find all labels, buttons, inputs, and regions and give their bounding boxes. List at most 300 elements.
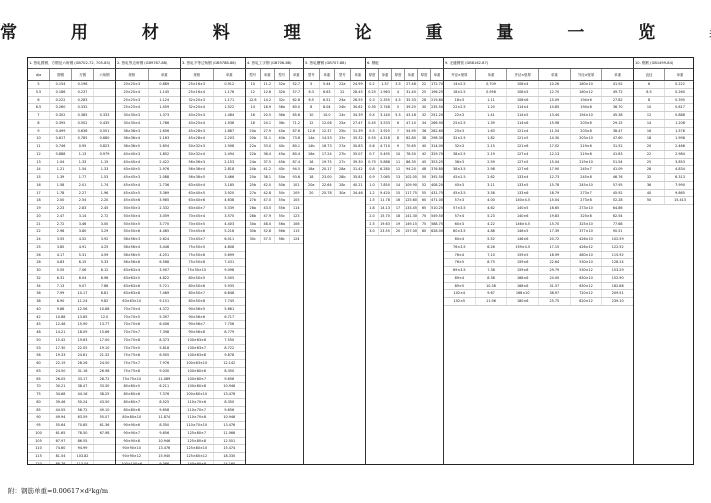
table-cell: 10.946: [223, 384, 236, 389]
column-header: 单重: [476, 69, 508, 80]
table-row: [246, 97, 303, 105]
table-cell: 102×4: [444, 290, 476, 297]
table-cell: 9.67: [476, 290, 508, 297]
table-cell: 2.72: [50, 221, 72, 228]
table-cell: [94, 97, 115, 104]
table-cell: 2.47: [50, 213, 72, 220]
table-cell: 10: [304, 112, 320, 119]
table-cell: 32b: [275, 89, 290, 96]
table-cell: 14: [28, 166, 50, 173]
table-cell: 1.176: [224, 89, 235, 94]
table-cell: 75: [418, 221, 431, 228]
table-cell: 0.4: [366, 112, 379, 119]
table-cell: 22×2.5: [444, 104, 476, 111]
table-cell: 9.07: [72, 283, 94, 290]
table-row: [444, 259, 633, 267]
table-cell: 203×10: [571, 135, 603, 142]
table-cell: 56×56×8: [116, 259, 149, 266]
table-cell: 0.260: [50, 104, 72, 111]
table-cell: 19: [28, 205, 50, 212]
table-cell: 62.80: [405, 135, 418, 142]
table-cell: 38×2.5: [444, 151, 476, 158]
table-cell: [94, 438, 115, 445]
table-cell: 102×5: [444, 298, 476, 305]
table-cell: 19.63: [72, 337, 94, 344]
table-cell: 20.5: [261, 112, 276, 119]
column-headers: [181, 69, 245, 81]
table-cell: 25: [418, 89, 431, 96]
column-header: 单重: [433, 73, 441, 77]
table-cell: [94, 453, 115, 460]
table-cell: 23.00: [320, 174, 336, 181]
table-cell: 80×80×8: [116, 407, 149, 414]
table-cell: 9.420: [379, 190, 392, 197]
table-cell: [94, 81, 115, 88]
table-cell: 63.59: [72, 414, 94, 421]
table-cell: 5.23: [476, 213, 508, 220]
table-cell: 4.465: [159, 229, 170, 234]
table-cell: 38: [418, 135, 431, 142]
table-cell: 194×10: [571, 112, 603, 119]
table-cell: 70: [28, 383, 50, 390]
table-row: [304, 143, 365, 151]
column-header: 单重: [676, 73, 684, 77]
table-cell: 13.476: [158, 446, 171, 451]
table-row: [116, 430, 180, 438]
table-cell: 6: [28, 97, 50, 104]
table-cell: 0.222: [50, 97, 72, 104]
table-cell: 55a: [275, 197, 290, 204]
table-cell: 40: [418, 143, 431, 150]
table-cell: 52.8: [261, 228, 276, 235]
table-cell: 90.51: [612, 229, 623, 234]
table-cell: 1.0: [366, 182, 379, 189]
table-cell: 50×50×3: [116, 205, 149, 212]
table-cell: 80×80×10: [116, 414, 149, 421]
table-cell: 41.09: [612, 167, 623, 172]
table-cell: 78.50: [72, 430, 94, 437]
table-row: [116, 438, 180, 446]
table-row: [444, 159, 633, 167]
table-cell: 36×36×5: [116, 143, 149, 150]
table-cell: 11.96: [476, 298, 508, 305]
table-cell: 10.85: [539, 104, 571, 111]
table-cell: 15.04: [539, 159, 571, 166]
table-cell: 90×56×5: [181, 306, 214, 313]
table-cell: 720×12: [571, 290, 603, 297]
table-cell: 25×16×4: [181, 89, 214, 96]
table-cell: 22: [28, 228, 50, 235]
table-cell: 27c: [335, 159, 351, 166]
table-cell: 21.32: [99, 353, 110, 358]
table-row: [444, 81, 633, 89]
table-cell: 40×40×5: [116, 166, 149, 173]
table-cell: 78.50: [405, 151, 418, 158]
table-cell: 52.28: [612, 198, 623, 203]
table-row: [116, 259, 180, 267]
table-cell: 4.00: [476, 197, 508, 204]
table-cell: 25×2.5: [444, 120, 476, 127]
table-cell: 85: [28, 407, 50, 414]
table-cell: 2.0: [366, 213, 379, 220]
table-row: [304, 112, 365, 120]
table-cell: 16a: [304, 151, 320, 158]
table-cell: 4.251: [159, 252, 170, 257]
table-cell: 14b: [304, 143, 320, 150]
table-cell: 17: [28, 190, 50, 197]
table-cell: 45c: [275, 166, 290, 173]
table-cell: 1.2: [366, 190, 379, 197]
table-row: [28, 407, 115, 415]
table-cell: 33.17: [72, 376, 94, 383]
table-cell: 24.50: [99, 361, 110, 365]
table-cell: 55: [418, 190, 431, 197]
table-cell: 1.908: [224, 144, 235, 148]
table-cell: 4.822: [159, 275, 170, 280]
table-cell: 39.30: [352, 159, 363, 164]
table-row: [116, 352, 180, 360]
table-cell: 70×45×7: [181, 236, 214, 243]
table-cell: 1.04: [50, 159, 72, 166]
table-cell: 75×50×5: [181, 244, 214, 251]
table-cell: 17.00: [99, 337, 110, 342]
table-cell: 37.5: [261, 159, 276, 166]
table-cell: 4.62: [476, 205, 508, 212]
table-cell: 38: [28, 298, 50, 305]
table-row: [28, 120, 115, 128]
table-cell: 408.20: [431, 182, 443, 187]
table-cell: 12.56: [72, 306, 94, 313]
table-cell: 110×70×7: [181, 407, 214, 414]
table-cell: 50×50×5: [116, 221, 149, 228]
table-cell: 9: [28, 128, 50, 135]
table-cell: 6.31: [50, 275, 72, 282]
table-cell: 1.53: [100, 175, 109, 179]
table-cell: 65.6: [292, 113, 301, 117]
table-cell: 5.33: [100, 260, 109, 265]
table-cell: 5: [392, 104, 405, 111]
table-cell: 75: [28, 391, 50, 398]
table-cell: 16: [246, 112, 261, 119]
table-cell: 40: [28, 306, 50, 313]
table-cell: 2.72: [100, 213, 109, 218]
table-cell: 146×5: [507, 228, 539, 235]
table-cell: 1.39: [476, 120, 508, 127]
table-cell: 3.92: [100, 237, 109, 241]
table-cell: 30a: [335, 190, 351, 197]
column-header: 厚度: [392, 69, 405, 80]
table-cell: 0.7: [366, 151, 379, 158]
table-row: [181, 259, 245, 267]
table-cell: 27.48: [405, 81, 418, 88]
table-row: [181, 414, 245, 422]
table-cell: 6.848: [224, 291, 235, 296]
table-row: [116, 81, 180, 89]
table-cell: 12.37: [320, 128, 336, 135]
table-row: [28, 360, 115, 368]
table-cell: 9.82: [100, 299, 109, 303]
table-row: [28, 236, 115, 244]
table-cell: 4.372: [159, 306, 170, 311]
table-cell: 50×32×3: [181, 143, 214, 150]
table-cell: 25×25×4: [116, 104, 149, 111]
table-cell: 34.39: [352, 113, 363, 117]
table-body: [444, 81, 633, 306]
table-cell: 75×50×8: [181, 259, 214, 266]
table-cell: 17.24: [320, 151, 336, 158]
table-cell: 146×4.5: [507, 221, 539, 228]
table-cell: 22b: [246, 151, 261, 158]
table-cell: 67.6: [292, 128, 301, 133]
table-cell: 1.77: [72, 174, 94, 181]
table-row: [634, 97, 694, 105]
table-cell: 108×4: [507, 81, 539, 88]
table-cell: 50: [634, 197, 665, 204]
table-row: [116, 267, 180, 275]
table-cell: 40a: [275, 128, 290, 135]
table-cell: 30×30×4: [116, 120, 149, 127]
table-section: [246, 58, 304, 464]
table-cell: 4.318: [379, 135, 392, 142]
table-section: [116, 58, 181, 464]
table-cell: 19: [392, 221, 405, 228]
table-section: [366, 58, 444, 464]
table-cell: 100×100×6: [116, 461, 149, 464]
table-cell: 25×25×3: [116, 97, 149, 104]
table-body: [304, 81, 365, 197]
table-cell: 2.422: [159, 159, 170, 164]
table-cell: 12: [246, 89, 261, 96]
table-row: [181, 321, 245, 329]
table-row: [181, 252, 245, 260]
table-cell: 63×40×4: [181, 182, 214, 189]
table-cell: 60: [418, 197, 431, 204]
table-cell: 117.75: [405, 190, 417, 195]
table-cell: 36c: [275, 120, 290, 127]
table-cell: 45a: [275, 151, 290, 158]
table-cell: 30c: [246, 236, 261, 243]
column-header: 圆钢: [50, 69, 72, 80]
table-row: [116, 135, 180, 143]
table-cell: 80.1: [292, 144, 301, 148]
table-cell: 102.59: [611, 237, 624, 241]
table-cell: 26.55: [352, 97, 363, 102]
table-row: [181, 244, 245, 252]
table-cell: 76×4: [444, 252, 476, 259]
table-row: [246, 190, 303, 198]
table-cell: 43.50: [99, 399, 110, 404]
table-cell: 32×2.5: [444, 135, 476, 142]
table-cell: 90: [28, 414, 50, 421]
table-cell: 31.42: [352, 167, 363, 172]
table-cell: 1.20: [476, 104, 508, 111]
table-cell: 3.14: [72, 213, 94, 220]
table-row: [444, 290, 633, 298]
table-row: [181, 205, 245, 213]
table-row: [181, 383, 245, 391]
table-cell: 18.79: [539, 190, 571, 197]
table-cell: 121×4: [507, 128, 539, 135]
table-row: [116, 298, 180, 306]
table-cell: 60: [28, 360, 50, 367]
table-cell: 16: [392, 197, 405, 204]
table-cell: 8.90: [50, 298, 72, 305]
table-row: [28, 151, 115, 159]
table-cell: 2.98: [50, 228, 72, 235]
table-row: [444, 174, 633, 182]
table-row: [634, 112, 694, 120]
table-cell: 11.874: [158, 415, 171, 420]
table-cell: 14.21: [50, 329, 72, 336]
table-row: [116, 422, 180, 430]
table-cell: 0.2: [366, 81, 379, 88]
table-cell: 35.07: [352, 151, 363, 156]
column-headers: [28, 69, 115, 81]
table-cell: 75×75×6: [116, 352, 149, 359]
table-cell: 7: [392, 128, 405, 135]
column-header: 外径×壁厚: [571, 69, 603, 80]
table-row: [634, 81, 694, 89]
table-row: [634, 166, 694, 174]
table-cell: 74.60: [50, 445, 72, 452]
table-row: [181, 89, 245, 97]
table-cell: 376.80: [431, 167, 443, 172]
table-cell: 80: [418, 228, 431, 235]
table-cell: 93.6: [292, 175, 301, 179]
table-cell: 0.283: [72, 97, 94, 104]
table-cell: 114×5: [507, 112, 539, 119]
column-header: 型号: [335, 69, 351, 80]
table-cell: 45×45×5: [116, 190, 149, 197]
table-cell: 273×7: [571, 190, 603, 197]
table-row: [181, 151, 245, 159]
table-cell: 8: [304, 104, 320, 111]
table-row: [304, 104, 365, 112]
table-row: [366, 151, 443, 159]
table-cell: 6: [634, 81, 665, 88]
table-cell: 298.30: [431, 136, 443, 141]
table-row: [28, 290, 115, 298]
table-cell: 8.373: [159, 337, 170, 342]
table-cell: 196.25: [431, 89, 443, 94]
section-heading: 3. 热轧不等边角钢 (GB9788-88): [181, 58, 245, 69]
table-cell: 127×5: [507, 159, 539, 166]
table-cell: 26.98: [99, 368, 110, 373]
table-row: [366, 221, 443, 229]
table-cell: 70.65: [405, 143, 418, 150]
table-cell: 70: [418, 213, 431, 220]
table-cell: 7.469: [159, 291, 170, 296]
table-cell: 76×5: [444, 259, 476, 266]
table-row: [28, 414, 115, 422]
table-row: [181, 438, 245, 446]
column-header: 型号: [275, 69, 290, 80]
table-cell: 12.70: [539, 89, 571, 96]
table-row: [246, 174, 303, 182]
table-cell: 6.12: [100, 268, 109, 272]
table-cell: 38×3.5: [444, 166, 476, 173]
column-headers: [444, 69, 633, 81]
table-row: [444, 275, 633, 283]
section-heading: 9. 无缝钢管 (GB8162-87): [444, 58, 633, 69]
section-heading: 6. 钢板: [366, 58, 443, 69]
table-cell: 11: [392, 159, 405, 166]
table-cell: 63×63×5: [116, 275, 149, 282]
table-row: [181, 104, 245, 112]
table-cell: 12: [392, 166, 405, 173]
table-cell: 133×6: [507, 190, 539, 197]
table-cell: 36b: [275, 112, 290, 119]
table-row: [181, 275, 245, 283]
table-row: [366, 97, 443, 105]
table-cell: 26: [28, 252, 50, 259]
table-cell: 7.990: [675, 182, 685, 187]
table-cell: 2.19: [476, 151, 508, 158]
table-cell: 9.86: [50, 306, 72, 313]
table-row: [634, 120, 694, 128]
table-cell: 471.00: [431, 198, 443, 203]
table-row: [28, 453, 115, 461]
table-cell: 510.25: [431, 206, 443, 210]
table-cell: 7.745: [224, 299, 235, 303]
table-cell: 1.8: [366, 205, 379, 212]
table-cell: 20a: [304, 182, 320, 189]
table-row: [304, 81, 365, 89]
table-cell: 90×56×8: [181, 329, 214, 336]
table-cell: 100×80×10: [181, 391, 214, 398]
table-section: [304, 58, 366, 464]
table-row: [444, 190, 633, 198]
table-cell: 70×70×8: [116, 337, 149, 344]
table-cell: 353.25: [431, 159, 443, 164]
table-cell: 0.551: [99, 128, 110, 133]
table-cell: 141.30: [405, 213, 417, 218]
table-cell: 9.656: [224, 407, 235, 412]
table-cell: 20: [28, 213, 50, 220]
table-cell: 5.818: [159, 345, 170, 350]
column-header: 单重: [320, 69, 336, 80]
table-row: [116, 290, 180, 298]
table-row: [181, 399, 245, 407]
table-cell: 10.88: [99, 306, 110, 311]
table-cell: 2.23: [50, 205, 72, 212]
table-cell: 34.46: [352, 190, 363, 195]
table-row: [444, 120, 633, 128]
table-row: [28, 182, 115, 190]
table-row: [181, 368, 245, 376]
table-cell: 17.90: [539, 166, 571, 173]
table-cell: 12.142: [223, 361, 236, 365]
table-cell: 3.570: [224, 213, 235, 218]
table-cell: 88.78: [50, 461, 72, 464]
table-cell: 115: [293, 229, 300, 234]
table-body: [28, 81, 115, 464]
table-cell: 20: [304, 190, 320, 197]
table-cell: 52.7: [292, 82, 301, 86]
table-row: [28, 306, 115, 314]
table-cell: 50: [28, 337, 50, 344]
table-cell: 7.550: [224, 337, 235, 342]
table-cell: 1.5: [366, 197, 379, 204]
table-cell: 24: [28, 236, 50, 243]
table-cell: 1.33: [100, 167, 109, 172]
table-cell: 48.0: [261, 221, 276, 228]
table-row: [28, 430, 115, 438]
table-row: [246, 120, 303, 128]
table-row: [181, 461, 245, 464]
table-row: [181, 376, 245, 384]
table-cell: 5.339: [224, 206, 235, 210]
